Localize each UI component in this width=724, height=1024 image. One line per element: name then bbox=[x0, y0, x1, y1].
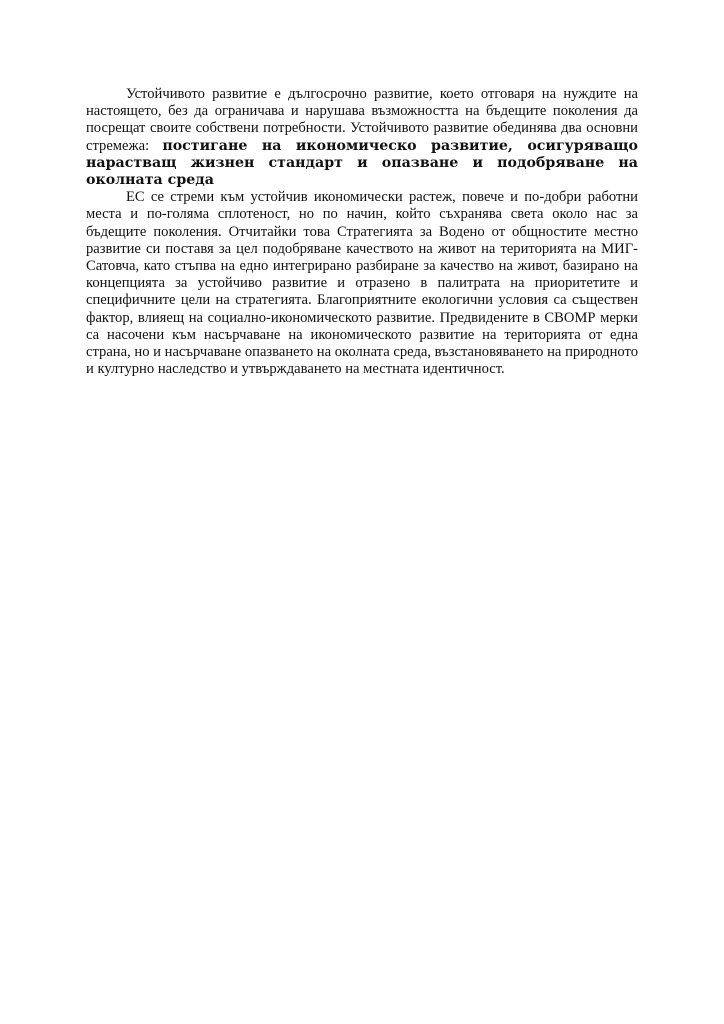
paragraph-text: Устойчивото развитие е дългосрочно развитие, което отговаря на нуждите на настоящето, без да ограничава и нарушава възможността на бъдещите поколения да посрещат своите собствени потребности. Устойчивото развитие обединява два основни стремежа: bbox=[86, 86, 638, 154]
paragraph-sustainable-development bbox=[86, 86, 638, 189]
paragraph-text: ЕС се стреми към устойчив икономически растеж, повече и по-добри работни места и по-голяма сплотеност, но по начин, който съхранява света около нас за бъдещите поколения. Отчитайки това Стратегията за Водено от общностите местно развитие си поставя за цел подобряване качеството на живот на територията на МИГ- Сатовча, като стъпва на едно интегрирано разбиране за качество на живот, базирано на концепцията за устойчиво развитие и отразено в палитрата на приоритетите и специфичните цели на стратегията. Благоприятните екологични условия са съществен фактор, влияещ на социално-икономическото развитие. Предвидените в СВОМР мерки са насочени към насърчаване на икономическото развитие на територията от една страна, но и насърчаване опазването на околната среда, възстановяването на природното и културно наследство и утвърждаването на местната идентичност. bbox=[86, 189, 638, 378]
body-text bbox=[86, 86, 638, 378]
paragraph-eu-strategy bbox=[86, 189, 638, 378]
bold-emphasis: постигане на икономическо развитие, осигуряващо нарастващ жизнен стандарт и опазване и подобряване на околната среда bbox=[86, 137, 638, 189]
